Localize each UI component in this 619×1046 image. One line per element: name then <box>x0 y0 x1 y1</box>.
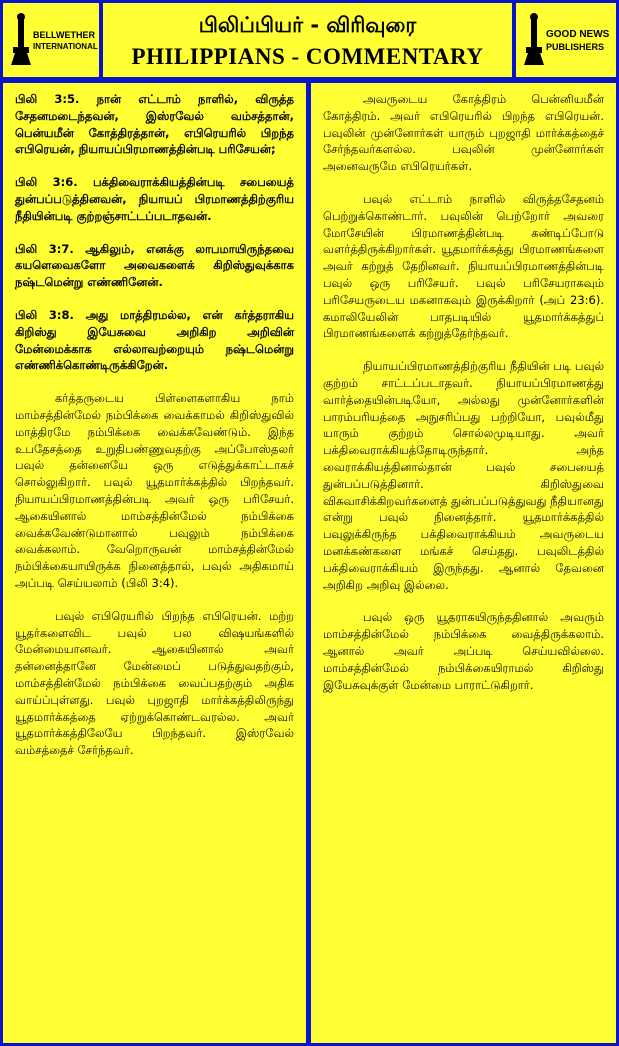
commentary-paragraph: அவருடைய கோத்திரம் பென்னியமீன் கோத்திரம். அவர் எபிரெயரில் பிறந்த எபிரெயன். பவுலின் முன்னோர்கள் யாரும் புறஜாதி மார்க்கத்தைச் சேர்ந்தவர்களல்ல. பவுலின் முன்னோர்கள் அனைவருமே எபிரெயர்கள். <box>323 92 604 174</box>
good-news-logo <box>516 3 616 77</box>
good-news-line1: GOOD NEWS <box>546 29 610 40</box>
verse-3-7: பிலி 3:7. ஆகிலும், எனக்கு லாபமாயிருந்தவை கயளெவைகளோ அவைகளைக் கிறிஸ்துவுக்காக நஷ்டமென்று எண்ணினேன். <box>15 241 294 290</box>
lamp-icon <box>11 13 31 65</box>
bellwether-line2: INTERNATIONAL <box>33 42 98 51</box>
right-column <box>311 83 616 1043</box>
title-block <box>103 3 512 77</box>
good-news-line2: PUBLISHERS <box>546 42 605 52</box>
verse-3-5: பிலி 3:5. நான் எட்டாம் நாளில், விருத்த சேதனமடைந்தவன், இஸ்ரவேல் வம்சத்தான், பென்யமீன் கோத்திரத்தான், எபிரெயரில் பிறந்த எபிரெயன், நியாயப்பிரமாணத்தின்படி பரிசேயன்; <box>15 92 294 157</box>
verse-3-8: பிலி 3:8. அது மாத்திரமல்ல, என் கர்த்தராகிய கிறிஸ்து இயேசுவை அறிகிற அறிவின் மேன்மைக்காக எல்லாவற்றையும் நஷ்டமென்று எண்ணிக்கொண்டிருக்கிறேன். <box>15 307 294 373</box>
page-header <box>3 3 616 77</box>
page-title-tamil: பிலிப்பியர் - விரிவுரை <box>198 13 417 37</box>
page-title-english: PHILIPPIANS - COMMENTARY <box>131 44 484 69</box>
lamp-icon <box>524 13 544 65</box>
bellwether-logo <box>3 3 99 77</box>
commentary-paragraph: நியாயப்பிரமாணத்திற்குரிய நீதியின் படி பவுல் குற்றம் சாட்டப்படாதவர். நியாயப்பிரமாணத்து வார்த்தையின்படியோ, அல்லது முன்னோர்களின் பாரம்பரியத்தை அநுசரிப்பது பற்றியோ, பவுல்மீது யாரும் குற்றம் சொல்லமுடியாது. அவர் பக்திவைராக்கியத்தோடிருந்தார். அந்த வைராக்கியத்தினால்தான் பவுல் சபையைத் துன்பப்படுத்தினார். கிறிஸ்துவை விசுவாசிக்கிறவர்களைத் துன்பப்படுத்துவது நீதியானது என்று பவுல் நினைத்தார். யூதமார்க்கத்தில் பவுலுக்கிருந்த பக்திவைராக்கியம் அவருடைய மனக்கண்களை மங்கச் செய்தது. பவுலிடத்தில் பக்திவைராக்கியம் இருந்தது. ஆனால் தேவனை அறிகிற அறிவு இல்லை. <box>323 359 604 592</box>
commentary-paragraph: பவுல் எட்டாம் நாளில் விருத்தசேதனம் பெற்றுக்கொண்டார். பவுலின் பெற்றோர் அவரை மோசேயின் பிரமாணத்தின்படி கண்டிப்போடு வளர்த்திருக்கிறார்கள். யூதமார்க்கத்து பிரமாணங்களை அவர் கற்றுத் தேறினவர். நியாயப்பிரமாணத்தின்படி பவுல் ஒரு பரிசேயர். பவுல் பரிசேயராகவும் பரிசேயருடைய மகனாகவும் இருக்கிறார் (அப் 23:6). கமாலியேலின் பாதபடியில் யூதமார்க்கத்துப் பிரமாணங்களைக் கற்றுத்தேர்ந்தவர். <box>323 191 604 341</box>
verse-3-6: பிலி 3:6. பக்திவைராக்கியத்தின்படி சபையைத் துன்பப்படுத்தினவன், நியாயப் பிரமாணத்திற்குரிய நீதியின்படி குற்றஞ்சாட்டப்படாதவன். <box>15 175 294 223</box>
commentary-paragraph: கர்த்தருடைய பிள்ளைகளாகிய நாம் மாம்சத்தின்மேல் நம்பிக்கை வைக்காமல் கிறிஸ்துவில் மாத்திரமே நம்பிக்கை வைக்கவேண்டும். இந்த உபதேசத்தை உறுதிபண்ணுவதற்கு அப்போஸ்தலர் பவுல் தன்னையே ஒரு எடுத்துக்காட்டாகச் சொல்லுகிறார். பவுல் யூதமார்க்கத்தில் பிறந்தவர். நியாயப்பிரமாணத்தின்படி அவர் ஒரு பரிசேயர். ஆகையினால் மாம்சத்தின்மேல் நம்பிக்கை வைக்கவேண்டுமானால் பவுலும் நம்பிக்கை வைக்கலாம். வேறொருவன் மாம்சத்தின்மேல் நம்பிக்கையாயிருக்க நினைத்தால், பவுல் அதிகமாய் அப்படி செய்யலாம் (பிலி 3:4). <box>15 391 294 590</box>
commentary-paragraph: பவுல் எபிரெயரில் பிறந்த எபிரெயன். மற்ற யூதர்களைவிட பவுல் பல விஷயங்களில் மேன்மையானவர். ஆகையினால் அவர் தன்னைத்தானே மேன்மைப் படுத்துவதற்கும், மாம்சத்தின்மேல் நம்பிக்கை வைப்பதற்கும் அதிக வாய்ப்புள்ளது. பவுல் புறஜாதி மார்க்கத்திலிருந்து யூதமார்க்கத்தை ஏற்றுக்கொண்டவரல்ல. அவர் யூதமார்க்கத்திலேயே பிறந்தவர். இஸ்ரவேல் வம்சத்தைச் சேர்ந்தவர். <box>15 608 294 758</box>
bellwether-line1: BELLWETHER <box>33 30 95 40</box>
commentary-paragraph: பவுல் ஒரு யூதராகயிருந்ததினால் அவரும் மாம்சத்தின்மேல் நம்பிக்கை வைத்திருக்கலாம். ஆனால் அவர் அப்படி செய்யவில்லை. மாம்சத்தின்மேல் நம்பிக்கையிராமல் கிறிஸ்து இயேசுவுக்குள் மேன்மை பாராட்டுகிறார். <box>323 610 604 692</box>
left-column <box>3 83 306 1043</box>
